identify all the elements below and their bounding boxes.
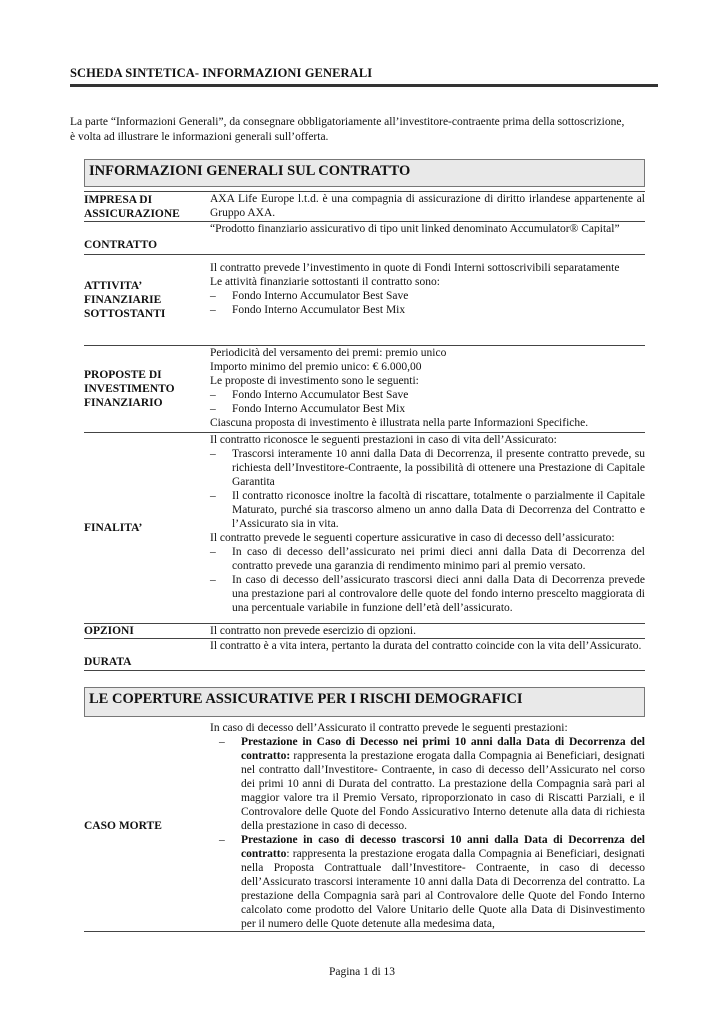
text-proposte-p2: Importo minimo del premio unico: € 6.000,00 [210, 361, 422, 373]
label-contratto: CONTRATTO [84, 239, 158, 251]
list-item: – Prestazione in caso di decesso trascorsi 10 anni dalla Data di Decorrenza del contratto: rappresenta la prestazione erogata dalla Compagnia ai Beneficiari, designati nella Proposta Contrattuale dall’Investitore- Contraente, in caso di decesso dell’Assicurato trascorsi interamente 10 anni dalla Data di Decorrenza del contratto. La prestazione della Compagnia sarà pari al Controvalore delle Quote del Fondo Interno calcolato come prodotto del Valore Unitario delle Quote alla Data di Disinvestimento per il numero delle Quote detenute alla medesima data, [219, 834, 645, 930]
list-item: – Fondo Interno Accumulator Best Save [210, 389, 409, 401]
section-risks [84, 687, 645, 932]
row-finalita [84, 433, 645, 624]
list-item: – In caso di decesso dell’assicurato nei primi dieci anni dalla Data di Decorrenza del contratto prevede una garanzia di rendimento minimo pari al premio versato. [210, 546, 645, 572]
section-general-info [84, 159, 645, 671]
label-opzioni: OPZIONI [84, 625, 134, 637]
text-attivita-p1: Il contratto prevede l’investimento in quote di Fondi Interni sottoscrivibili separatamente [210, 262, 620, 274]
label-proposte: PROPOSTE DI INVESTIMENTO FINANZIARIO [84, 369, 175, 409]
text-proposte-p1: Periodicità del versamento dei premi: premio unico [210, 347, 447, 359]
header-rule [70, 84, 658, 87]
text-contratto: “Prodotto finanziario assicurativo di tipo unit linked denominato Accumulator® Capital” [210, 223, 620, 235]
list-item: – Fondo Interno Accumulator Best Mix [210, 304, 406, 316]
list-item: – Prestazione in Caso di Decesso nei primi 10 anni dalla Data di Decorrenza del contratto: rappresenta la prestazione erogata dalla Compagnia ai Beneficiari, designati nel contratto dall’Investitore- Contraente, in caso di decesso dell’Assicurato nel corso dei primi 10 anni di Durata del contratto. La prestazione della Compagnia sarà pari al maggior valore tra il Premio Versato, riproporzionato in caso di Riscatti Parziali, e il Controvalore delle Quote del Fondo Assicurativo Interno detenute alla data di richiesta della prestazione in caso di decesso. [219, 736, 645, 832]
page-title: SCHEDA SINTETICA- INFORMAZIONI GENERALI [70, 66, 373, 80]
row-impresa [84, 192, 645, 222]
row-durata [84, 639, 645, 671]
text-finalita-p1: Il contratto riconosce le seguenti prestazioni in caso di vita dell’Assicurato: [210, 434, 557, 446]
text-caso-morte-p1: In caso di decesso dell’Assicurato il contratto prevede le seguenti prestazioni: [210, 722, 568, 734]
text-proposte-p4: Ciascuna proposta di investimento è illustrata nella parte Informazioni Specifiche. [210, 417, 589, 429]
row-attivita [84, 255, 645, 346]
row-contratto [84, 222, 645, 255]
section-title: INFORMAZIONI GENERALI SUL CONTRATTO [84, 159, 645, 187]
row-caso-morte [84, 721, 645, 932]
label-caso-morte: CASO MORTE [84, 820, 162, 832]
label-finalita: FINALITA’ [84, 522, 143, 534]
text-finalita-p2: Il contratto prevede le seguenti coperture assicurative in caso di decesso dell’assicurato: [210, 532, 615, 544]
page-number: Pagina 1 di 13 [328, 966, 396, 978]
text-durata: Il contratto è a vita intera, pertanto la durata del contratto coincide con la vita dell’Assicurato. [210, 640, 642, 652]
intro-paragraph: La parte “Informazioni Generali”, da consegnare obbligatoriamente all’investitore-contraente prima della sottoscrizione, è volta ad illustrare le informazioni generali sull’offerta. [70, 116, 625, 143]
text-proposte-p3: Le proposte di investimento sono le seguenti: [210, 375, 419, 387]
text-attivita-p2: Le attività finanziarie sottostanti il contratto sono: [210, 276, 440, 288]
list-item: – In caso di decesso dell’assicurato trascorsi dieci anni dalla Data di Decorrenza prevede una prestazione pari al controvalore delle quote del fondo interno prescelto maggiorata di una percentuale variabile in funzione dell’età dell’assicurato. [210, 574, 645, 614]
risks-table [84, 721, 645, 932]
text-opzioni: Il contratto non prevede esercizio di opzioni. [210, 625, 416, 637]
row-proposte [84, 346, 645, 433]
label-attivita: ATTIVITA’ FINANZIARIE SOTTOSTANTI [84, 280, 166, 320]
list-item: – Fondo Interno Accumulator Best Mix [210, 403, 406, 415]
list-item: – Trascorsi interamente 10 anni dalla Data di Decorrenza, il presente contratto prevede, su richiesta dell’Investitore-Contraente, la possibilità di ottenere una Prestazione di Capitale Garantita [210, 448, 645, 488]
general-info-table [84, 191, 645, 671]
label-durata: DURATA [84, 656, 132, 668]
text-impresa: AXA Life Europe l.t.d. è una compagnia di assicurazione di diritto irlandese appartenente al Gruppo AXA. [210, 193, 645, 219]
list-item: – Fondo Interno Accumulator Best Save [210, 290, 409, 302]
row-opzioni [84, 624, 645, 639]
section-title: LE COPERTURE ASSICURATIVE PER I RISCHI DEMOGRAFICI [84, 687, 645, 717]
label-impresa: IMPRESA DI ASSICURAZIONE [84, 193, 180, 220]
list-item: – Il contratto riconosce inoltre la facoltà di riscattare, totalmente o parzialmente il Capitale Maturato, purché sia trascorso almeno un anno dalla Data di Decorrenza del Contratto e l’Assicurato sia in vita. [210, 490, 645, 530]
